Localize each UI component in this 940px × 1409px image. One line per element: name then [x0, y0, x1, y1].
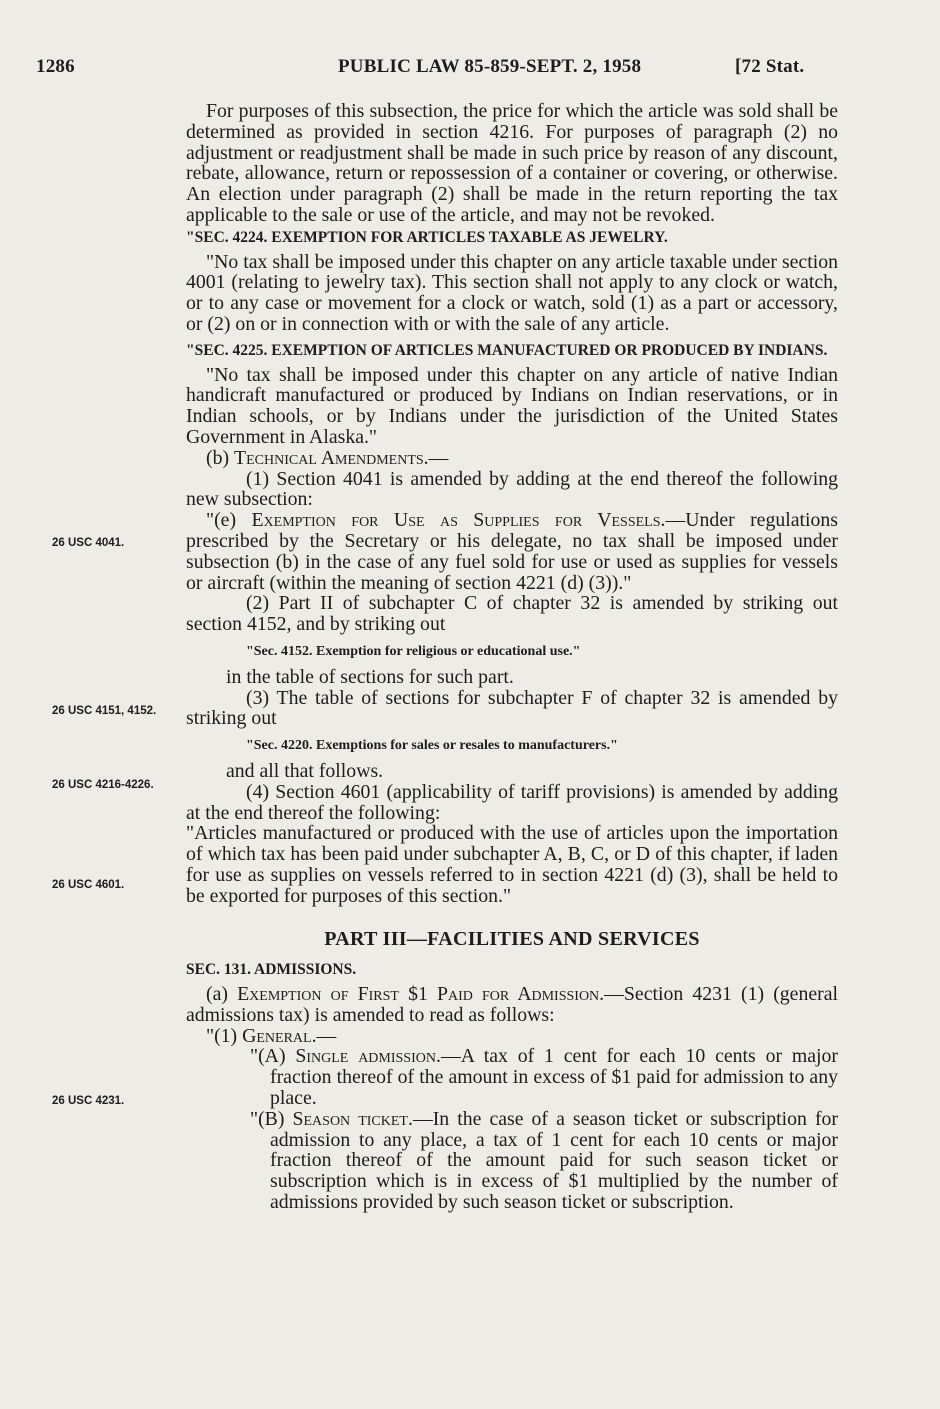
paragraph-general: [186, 1026, 838, 1047]
margin-note-4216: 26 USC 4216-4226.: [52, 779, 154, 791]
subsection-e: [186, 510, 838, 593]
subsection-e-text: —Under regulations prescribed by the Secretary or his delegate, no tax shall be imposed under subsection (b) in the case of any fuel sold for use or used as supplies for vessels or aircraft (within the meaning of section 4221 (d) (3)).": [186, 509, 838, 594]
subsection-a: [186, 984, 838, 1026]
quote-sec-4152: "Sec. 4152. Exemption for religious or educational use.": [246, 643, 581, 659]
subsection-e-prefix: "(e): [206, 509, 252, 532]
paragraph-b3: (3) The table of sections for subchapter F of chapter 32 is amended by striking out: [186, 686, 838, 730]
section-4225-text: "No tax shall be imposed under this chapter on any article of native Indian handicraft manufactured or produced by Indians on Indian reservations, or in Indian schools, or by Indians under the jurisdiction of the United States Government in Alaska.": [186, 363, 838, 448]
paragraph-intro: For purposes of this subsection, the price for which the article was sold shall be determined as provided in section 4216. For purposes of paragraph (2) no adjustment or readjustment shall be made in such price by reason of any discount, rebate, allowance, return or repossession of a container or covering, or otherwise. An election under paragraph (2) shall be made in the return reporting the tax applicable to the sale or use of the article, and may not be revoked.: [186, 100, 838, 226]
subparagraph-A-text: —A tax of 1 cent for each 10 cents or major fraction thereof of the amount in excess of $1 paid for admission to any place.: [270, 1045, 839, 1110]
section-4224-heading: "SEC. 4224. EXEMPTION FOR ARTICLES TAXABLE AS JEWELRY.: [186, 228, 668, 246]
subparagraph-B: [186, 1109, 838, 1213]
paragraph-general-heading: General.: [242, 1024, 317, 1047]
margin-note-4041: 26 USC 4041.: [52, 537, 125, 549]
statute-reference: [72 Stat.: [735, 56, 805, 77]
quote-sec-4220: "Sec. 4220. Exemptions for sales or resales to manufacturers.": [246, 738, 618, 754]
section-131-heading: SEC. 131. ADMISSIONS.: [186, 961, 357, 979]
page-number: 1286: [36, 56, 75, 77]
subsection-b-dash: —: [428, 446, 449, 469]
part-heading: PART III—FACILITIES AND SERVICES: [324, 928, 700, 951]
subparagraph-A-heading: Single admission.: [295, 1045, 441, 1068]
subsection-a-text: —Section 4231 (1) (general admissions tax) is amended to read as follows:: [186, 983, 838, 1026]
subsection-b: [186, 448, 838, 469]
section-4224-text: "No tax shall be imposed under this chapter on any article taxable under section 4001 (relating to jewelry tax). This section shall not apply to any clock or watch, or to any case or movement for a clock or watch, sold (1) as a part or accessory, or (2) on or in connection with or with the sale of any article.: [186, 250, 838, 335]
paragraph-general-dash: —: [316, 1024, 337, 1047]
paragraph-b1: (1) Section 4041 is amended by adding at the end thereof the following new subsection:: [186, 467, 838, 511]
quote-4601-addition: "Articles manufactured or produced with the use of articles upon the importation of which tax has been paid under subchapter A, B, C, or D of this chapter, if laden for use as supplies on vessels referred to in section 4221 (d) (3), shall be held to be exported for purposes of this section.": [186, 822, 838, 907]
margin-note-4601: 26 USC 4601.: [52, 879, 125, 891]
margin-note-4231: 26 USC 4231.: [52, 1095, 125, 1107]
subparagraph-B-heading: Season ticket.: [292, 1107, 413, 1130]
subparagraph-A: [186, 1046, 838, 1108]
subparagraph-B-prefix: "(B): [250, 1107, 293, 1130]
subsection-e-heading: Exemption for Use as Supplies for Vessels.: [251, 509, 666, 532]
subparagraph-B-text: —In the case of a season ticket or subscription for admission to any place, a tax of 1 cent for each 10 cents or major fraction thereof of the amount paid for such season ticket or subscription which is in excess of $1 multiplied by the number of admissions provided by such season ticket or subscription.: [270, 1107, 839, 1214]
subsection-a-label: (a): [206, 983, 238, 1006]
subsection-b-label: (b): [206, 446, 235, 469]
paragraph-b3-after: and all that follows.: [226, 759, 384, 782]
paragraph-b2: (2) Part II of subchapter C of chapter 32 is amended by striking out section 4152, and by striking out: [186, 592, 838, 636]
paragraph-b4: (4) Section 4601 (applicability of tariff provisions) is amended by adding at the end thereof the following:: [186, 780, 838, 824]
section-4225-heading: "SEC. 4225. EXEMPTION OF ARTICLES MANUFACTURED OR PRODUCED BY INDIANS.: [186, 341, 828, 359]
body-text: [186, 101, 838, 1213]
subparagraph-A-prefix: "(A): [250, 1045, 296, 1068]
paragraph-general-prefix: "(1): [206, 1024, 243, 1047]
subsection-b-heading: Technical Amendments.: [234, 446, 429, 469]
paragraph-b2-after: in the table of sections for such part.: [226, 665, 514, 688]
running-header-title: PUBLIC LAW 85-859-SEPT. 2, 1958: [338, 56, 642, 77]
subsection-a-heading: Exemption of First $1 Paid for Admission.: [237, 983, 605, 1006]
margin-note-4151: 26 USC 4151, 4152.: [52, 705, 157, 717]
